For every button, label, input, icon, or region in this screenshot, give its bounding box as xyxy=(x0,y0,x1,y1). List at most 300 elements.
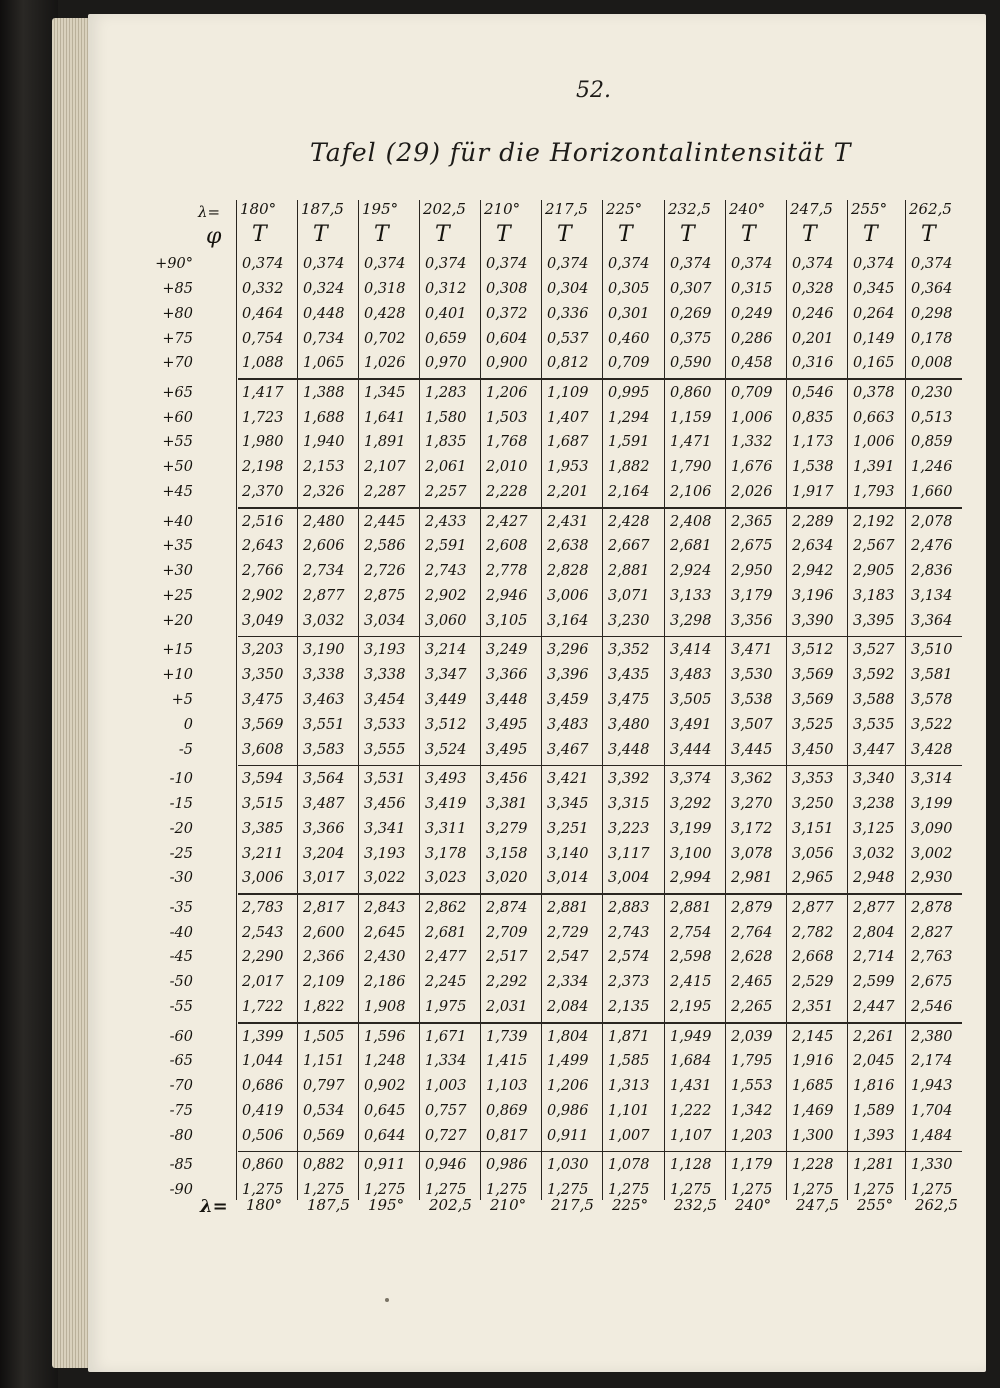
table-cell: 3,608 xyxy=(242,741,284,758)
table-cell: 1,275 xyxy=(670,1182,712,1199)
latitude-label: -55 xyxy=(169,999,193,1016)
table-cell: 3,495 xyxy=(486,716,528,733)
page-number: 52. xyxy=(576,78,611,103)
column-rule xyxy=(664,200,665,1200)
table-cell: 0,911 xyxy=(547,1127,589,1144)
table-cell: 2,606 xyxy=(303,538,345,555)
table-cell: 3,071 xyxy=(608,588,650,605)
table-cell: 1,949 xyxy=(670,1028,712,1045)
table-cell: 1,591 xyxy=(608,434,650,451)
latitude-label: -35 xyxy=(169,899,193,916)
table-cell: 3,056 xyxy=(792,845,834,862)
table-cell: 3,203 xyxy=(242,642,284,659)
table-cell: 1,953 xyxy=(547,459,589,476)
table-cell: 2,380 xyxy=(911,1028,953,1045)
table-cell: 0,986 xyxy=(547,1103,589,1120)
table-cell: 2,476 xyxy=(911,538,953,555)
table-cell: 0,702 xyxy=(364,330,406,347)
table-cell: 3,179 xyxy=(731,588,773,605)
unit-header: T xyxy=(802,222,817,247)
table-cell: 2,743 xyxy=(425,563,467,580)
column-rule xyxy=(786,200,787,1200)
table-cell: 3,164 xyxy=(547,612,589,629)
table-cell: 1,871 xyxy=(608,1028,650,1045)
table-cell: 3,366 xyxy=(303,820,345,837)
unit-header: T xyxy=(496,222,511,247)
table-cell: 2,681 xyxy=(670,538,712,555)
table-cell: 2,153 xyxy=(303,459,345,476)
table-cell: 2,879 xyxy=(731,899,773,916)
table-cell: 1,499 xyxy=(547,1053,589,1070)
table-cell: 0,860 xyxy=(242,1157,284,1174)
table-cell: 2,875 xyxy=(364,588,406,605)
table-cell: 3,421 xyxy=(547,771,589,787)
table-cell: 1,891 xyxy=(364,434,406,451)
table-cell: 2,877 xyxy=(792,899,834,916)
table-cell: 0,460 xyxy=(608,330,650,347)
table-cell: 0,315 xyxy=(731,280,773,297)
table-cell: 3,448 xyxy=(486,691,528,708)
table-cell: 3,505 xyxy=(670,691,712,708)
longitude-header: 202,5 xyxy=(423,200,466,218)
table-cell: 0,328 xyxy=(792,280,834,297)
table-cell: 3,090 xyxy=(911,820,953,837)
table-cell: 3,023 xyxy=(425,870,467,887)
table-cell: 1,275 xyxy=(364,1182,406,1199)
table-cell: 3,569 xyxy=(792,667,834,684)
table-cell: 1,596 xyxy=(364,1028,406,1045)
table-cell: 1,006 xyxy=(853,434,895,451)
table-cell: 2,370 xyxy=(242,484,284,501)
table-cell: 2,764 xyxy=(731,924,773,941)
table-cell: 3,183 xyxy=(853,588,895,605)
table-cell: 0,298 xyxy=(911,305,953,322)
table-cell: 2,045 xyxy=(853,1053,895,1070)
column-rule xyxy=(297,200,298,1200)
unit-header: T xyxy=(680,222,695,247)
unit-header: T xyxy=(374,222,389,247)
table-cell: 2,902 xyxy=(242,588,284,605)
table-cell: 3,447 xyxy=(853,741,895,758)
table-cell: 3,347 xyxy=(425,667,467,684)
table-cell: 2,433 xyxy=(425,513,467,530)
table-cell: 2,881 xyxy=(670,899,712,916)
table-cell: 2,634 xyxy=(792,538,834,555)
table-cell: 2,804 xyxy=(853,924,895,941)
table-cell: 2,930 xyxy=(911,870,953,887)
block-rule xyxy=(238,378,962,380)
table-cell: 3,531 xyxy=(364,771,406,787)
table-cell: 2,836 xyxy=(911,563,953,580)
table-cell: 3,172 xyxy=(731,820,773,837)
table-cell: 1,275 xyxy=(486,1182,528,1199)
table-cell: 0,464 xyxy=(242,305,284,322)
table-cell: 2,827 xyxy=(911,924,953,941)
table-cell: 1,739 xyxy=(486,1028,528,1045)
table-cell: 3,338 xyxy=(364,667,406,684)
column-rule xyxy=(602,200,603,1200)
latitude-label: -75 xyxy=(169,1103,193,1120)
table-cell: 2,643 xyxy=(242,538,284,555)
table-cell: 3,230 xyxy=(608,612,650,629)
table-cell: 0,374 xyxy=(608,256,650,272)
table-cell: 2,351 xyxy=(792,999,834,1016)
table-cell: 2,135 xyxy=(608,999,650,1016)
table-cell: 1,585 xyxy=(608,1053,650,1070)
table-cell: 2,709 xyxy=(486,924,528,941)
table-cell: 3,456 xyxy=(364,795,406,812)
table-cell: 1,275 xyxy=(425,1182,467,1199)
table-cell: 3,345 xyxy=(547,795,589,812)
table-cell: 1,151 xyxy=(303,1053,345,1070)
phi-label: φ xyxy=(206,224,222,249)
longitude-header: 187,5 xyxy=(301,200,344,218)
table-cell: 1,916 xyxy=(792,1053,834,1070)
table-cell: 3,078 xyxy=(731,845,773,862)
table-cell: 1,222 xyxy=(670,1103,712,1120)
table-cell: 0,375 xyxy=(670,330,712,347)
table-cell: 2,734 xyxy=(303,563,345,580)
table-cell: 2,782 xyxy=(792,924,834,941)
table-cell: 3,032 xyxy=(303,612,345,629)
table-cell: 0,374 xyxy=(303,256,345,272)
table-cell: 3,151 xyxy=(792,820,834,837)
table-cell: 2,675 xyxy=(911,974,953,991)
table-cell: 2,766 xyxy=(242,563,284,580)
table-cell: 3,199 xyxy=(911,795,953,812)
table-cell: 1,671 xyxy=(425,1028,467,1045)
table-cell: 1,580 xyxy=(425,409,467,426)
table-cell: 3,487 xyxy=(303,795,345,812)
table-cell: 2,754 xyxy=(670,924,712,941)
table-cell: 2,026 xyxy=(731,484,773,501)
footer-lambda-label: λ= xyxy=(200,1196,228,1217)
table-cell: 3,049 xyxy=(242,612,284,629)
table-cell: 0,448 xyxy=(303,305,345,322)
table-cell: 3,507 xyxy=(731,716,773,733)
table-cell: 3,017 xyxy=(303,870,345,887)
table-cell: 3,533 xyxy=(364,716,406,733)
table-cell: 3,483 xyxy=(547,716,589,733)
table-cell: 3,314 xyxy=(911,771,953,787)
table-cell: 0,316 xyxy=(792,355,834,372)
table-cell: 3,006 xyxy=(547,588,589,605)
table-cell: 1,007 xyxy=(608,1127,650,1144)
table-cell: 1,109 xyxy=(547,384,589,401)
table-cell: 0,604 xyxy=(486,330,528,347)
latitude-label: -10 xyxy=(169,771,193,787)
table-cell: 2,965 xyxy=(792,870,834,887)
table-cell: 3,214 xyxy=(425,642,467,659)
table-cell: 2,529 xyxy=(792,974,834,991)
table-cell: 1,940 xyxy=(303,434,345,451)
table-cell: 1,538 xyxy=(792,459,834,476)
unit-header: T xyxy=(435,222,450,247)
table-cell: 1,248 xyxy=(364,1053,406,1070)
table-cell: 0,546 xyxy=(792,384,834,401)
table-cell: 0,312 xyxy=(425,280,467,297)
table-cell: 0,165 xyxy=(853,355,895,372)
latitude-label: +20 xyxy=(162,612,193,629)
table-cell: 2,334 xyxy=(547,974,589,991)
table-cell: 1,275 xyxy=(792,1182,834,1199)
unit-header: T xyxy=(921,222,936,247)
table-cell: 3,060 xyxy=(425,612,467,629)
table-cell: 2,946 xyxy=(486,588,528,605)
table-cell: 3,004 xyxy=(608,870,650,887)
table-cell: 0,817 xyxy=(486,1127,528,1144)
table-cell: 2,228 xyxy=(486,484,528,501)
table-cell: 3,296 xyxy=(547,642,589,659)
table-cell: 2,109 xyxy=(303,974,345,991)
latitude-label: +5 xyxy=(171,691,193,708)
table-cell: 3,564 xyxy=(303,771,345,787)
block-rule xyxy=(238,1151,962,1153)
table-cell: 2,546 xyxy=(911,999,953,1016)
table-cell: 1,246 xyxy=(911,459,953,476)
table-cell: 3,483 xyxy=(670,667,712,684)
longitude-header: 255° xyxy=(851,200,888,218)
table-cell: 0,419 xyxy=(242,1103,284,1120)
table-cell: 1,101 xyxy=(608,1103,650,1120)
table-cell: 1,688 xyxy=(303,409,345,426)
table-cell: 1,722 xyxy=(242,999,284,1016)
table-cell: 1,294 xyxy=(608,409,650,426)
table-cell: 1,676 xyxy=(731,459,773,476)
table-cell: 2,681 xyxy=(425,924,467,941)
table-cell: 3,493 xyxy=(425,771,467,787)
latitude-label: -5 xyxy=(178,741,193,758)
table-cell: 3,352 xyxy=(608,642,650,659)
latitude-label: -30 xyxy=(169,870,193,887)
column-rule xyxy=(236,200,237,1200)
table-cell: 0,645 xyxy=(364,1103,406,1120)
table-cell: 3,362 xyxy=(731,771,773,787)
table-cell: 2,881 xyxy=(608,563,650,580)
table-cell: 2,902 xyxy=(425,588,467,605)
table-cell: 3,193 xyxy=(364,845,406,862)
table-cell: 3,315 xyxy=(608,795,650,812)
table-cell: 1,687 xyxy=(547,434,589,451)
table-cell: 2,198 xyxy=(242,459,284,476)
table-cell: 1,334 xyxy=(425,1053,467,1070)
table-cell: 0,374 xyxy=(670,256,712,272)
table-cell: 3,578 xyxy=(911,691,953,708)
table-cell: 3,454 xyxy=(364,691,406,708)
table-cell: 1,275 xyxy=(853,1182,895,1199)
latitude-label: +40 xyxy=(162,513,193,530)
table-cell: 3,020 xyxy=(486,870,528,887)
table-cell: 2,948 xyxy=(853,870,895,887)
table-cell: 2,445 xyxy=(364,513,406,530)
block-rule xyxy=(238,765,962,767)
table-cell: 0,324 xyxy=(303,280,345,297)
table-cell: 1,723 xyxy=(242,409,284,426)
unit-header: T xyxy=(252,222,267,247)
table-cell: 2,261 xyxy=(853,1028,895,1045)
table-cell: 1,704 xyxy=(911,1103,953,1120)
table-cell: 0,374 xyxy=(911,256,953,272)
unit-header: T xyxy=(618,222,633,247)
table-cell: 2,726 xyxy=(364,563,406,580)
latitude-label: +15 xyxy=(162,642,193,659)
table-cell: 0,378 xyxy=(853,384,895,401)
table-cell: 2,599 xyxy=(853,974,895,991)
table-cell: 0,911 xyxy=(364,1157,406,1174)
table-cell: 3,178 xyxy=(425,845,467,862)
table-cell: 3,512 xyxy=(792,642,834,659)
table-cell: 3,475 xyxy=(242,691,284,708)
table-cell: 2,427 xyxy=(486,513,528,530)
table-cell: 0,590 xyxy=(670,355,712,372)
table-cell: 3,374 xyxy=(670,771,712,787)
table-cell: 1,388 xyxy=(303,384,345,401)
footer-longitude: 247,5 xyxy=(796,1196,839,1214)
latitude-label: +80 xyxy=(162,305,193,322)
table-cell: 2,287 xyxy=(364,484,406,501)
table-cell: 1,179 xyxy=(731,1157,773,1174)
table-cell: 3,034 xyxy=(364,612,406,629)
table-cell: 3,140 xyxy=(547,845,589,862)
table-cell: 3,495 xyxy=(486,741,528,758)
footer-longitude: 180° xyxy=(246,1196,283,1214)
table-cell: 3,211 xyxy=(242,845,284,862)
latitude-label: +35 xyxy=(162,538,193,555)
table-cell: 1,469 xyxy=(792,1103,834,1120)
latitude-label: +90° xyxy=(155,256,193,272)
table-cell: 2,428 xyxy=(608,513,650,530)
table-cell: 0,374 xyxy=(731,256,773,272)
longitude-header: 225° xyxy=(606,200,643,218)
table-cell: 1,159 xyxy=(670,409,712,426)
table-cell: 2,245 xyxy=(425,974,467,991)
table-cell: 1,553 xyxy=(731,1078,773,1095)
longitude-header: 180° xyxy=(240,200,277,218)
footer-longitude: 240° xyxy=(735,1196,772,1214)
table-cell: 3,341 xyxy=(364,820,406,837)
table-cell: 3,569 xyxy=(242,716,284,733)
table-cell: 0,305 xyxy=(608,280,650,297)
table-cell: 0,812 xyxy=(547,355,589,372)
table-cell: 0,537 xyxy=(547,330,589,347)
longitude-header: 262,5 xyxy=(909,200,952,218)
table-cell: 0,264 xyxy=(853,305,895,322)
table-cell: 2,186 xyxy=(364,974,406,991)
table-cell: 2,905 xyxy=(853,563,895,580)
table-cell: 1,685 xyxy=(792,1078,834,1095)
table-cell: 3,223 xyxy=(608,820,650,837)
table-cell: 0,401 xyxy=(425,305,467,322)
table-cell: 2,994 xyxy=(670,870,712,887)
table-cell: 3,583 xyxy=(303,741,345,758)
table-cell: 0,318 xyxy=(364,280,406,297)
table-cell: 3,340 xyxy=(853,771,895,787)
table-cell: 3,480 xyxy=(608,716,650,733)
table-cell: 0,659 xyxy=(425,330,467,347)
table-cell: 1,283 xyxy=(425,384,467,401)
table-cell: 0,230 xyxy=(911,384,953,401)
unit-header: T xyxy=(741,222,756,247)
table-cell: 3,014 xyxy=(547,870,589,887)
table-cell: 1,589 xyxy=(853,1103,895,1120)
table-cell: 2,326 xyxy=(303,484,345,501)
table-cell: 1,065 xyxy=(303,355,345,372)
table-cell: 3,510 xyxy=(911,642,953,659)
latitude-label: -70 xyxy=(169,1078,193,1095)
table-cell: 2,516 xyxy=(242,513,284,530)
table-cell: 3,448 xyxy=(608,741,650,758)
table-cell: 1,391 xyxy=(853,459,895,476)
table-cell: 2,078 xyxy=(911,513,953,530)
table-cell: 3,512 xyxy=(425,716,467,733)
table-cell: 0,835 xyxy=(792,409,834,426)
table-cell: 1,768 xyxy=(486,434,528,451)
table-cell: 3,396 xyxy=(547,667,589,684)
table-cell: 1,835 xyxy=(425,434,467,451)
table-cell: 2,877 xyxy=(303,588,345,605)
table-cell: 2,714 xyxy=(853,949,895,966)
table-cell: 1,975 xyxy=(425,999,467,1016)
latitude-label: +25 xyxy=(162,588,193,605)
table-cell: 1,206 xyxy=(486,384,528,401)
latitude-label: -85 xyxy=(169,1157,193,1174)
table-cell: 0,308 xyxy=(486,280,528,297)
table-cell: 0,332 xyxy=(242,280,284,297)
table-cell: 2,164 xyxy=(608,484,650,501)
table-cell: 0,534 xyxy=(303,1103,345,1120)
footer-longitude: 232,5 xyxy=(674,1196,717,1214)
table-cell: 3,270 xyxy=(731,795,773,812)
table-cell: 0,709 xyxy=(608,355,650,372)
table-cell: 0,374 xyxy=(242,256,284,272)
latitude-label: -40 xyxy=(169,924,193,941)
table-cell: 3,588 xyxy=(853,691,895,708)
table-cell: 3,527 xyxy=(853,642,895,659)
table-cell: 2,174 xyxy=(911,1053,953,1070)
longitude-header: 247,5 xyxy=(790,200,833,218)
table-cell: 2,465 xyxy=(731,974,773,991)
table-cell: 3,581 xyxy=(911,667,953,684)
table-cell: 1,107 xyxy=(670,1127,712,1144)
latitude-label: +70 xyxy=(162,355,193,372)
table-cell: 3,456 xyxy=(486,771,528,787)
table-cell: 3,364 xyxy=(911,612,953,629)
table-cell: 0,372 xyxy=(486,305,528,322)
table-cell: 2,675 xyxy=(731,538,773,555)
table-cell: 3,249 xyxy=(486,642,528,659)
table-cell: 2,874 xyxy=(486,899,528,916)
table-cell: 2,292 xyxy=(486,974,528,991)
table-cell: 0,304 xyxy=(547,280,589,297)
table-cell: 1,173 xyxy=(792,434,834,451)
table-cell: 1,026 xyxy=(364,355,406,372)
table-cell: 2,017 xyxy=(242,974,284,991)
latitude-label: +65 xyxy=(162,384,193,401)
table-cell: 3,133 xyxy=(670,588,712,605)
longitude-header: 195° xyxy=(362,200,399,218)
table-cell: 0,345 xyxy=(853,280,895,297)
table-cell: 2,010 xyxy=(486,459,528,476)
column-rule xyxy=(847,200,848,1200)
table-cell: 3,444 xyxy=(670,741,712,758)
block-rule xyxy=(238,1022,962,1024)
table-cell: 0,709 xyxy=(731,384,773,401)
table-cell: 2,431 xyxy=(547,513,589,530)
table-cell: 2,783 xyxy=(242,899,284,916)
table-cell: 3,002 xyxy=(911,845,953,862)
table-cell: 3,238 xyxy=(853,795,895,812)
table-cell: 2,517 xyxy=(486,949,528,966)
